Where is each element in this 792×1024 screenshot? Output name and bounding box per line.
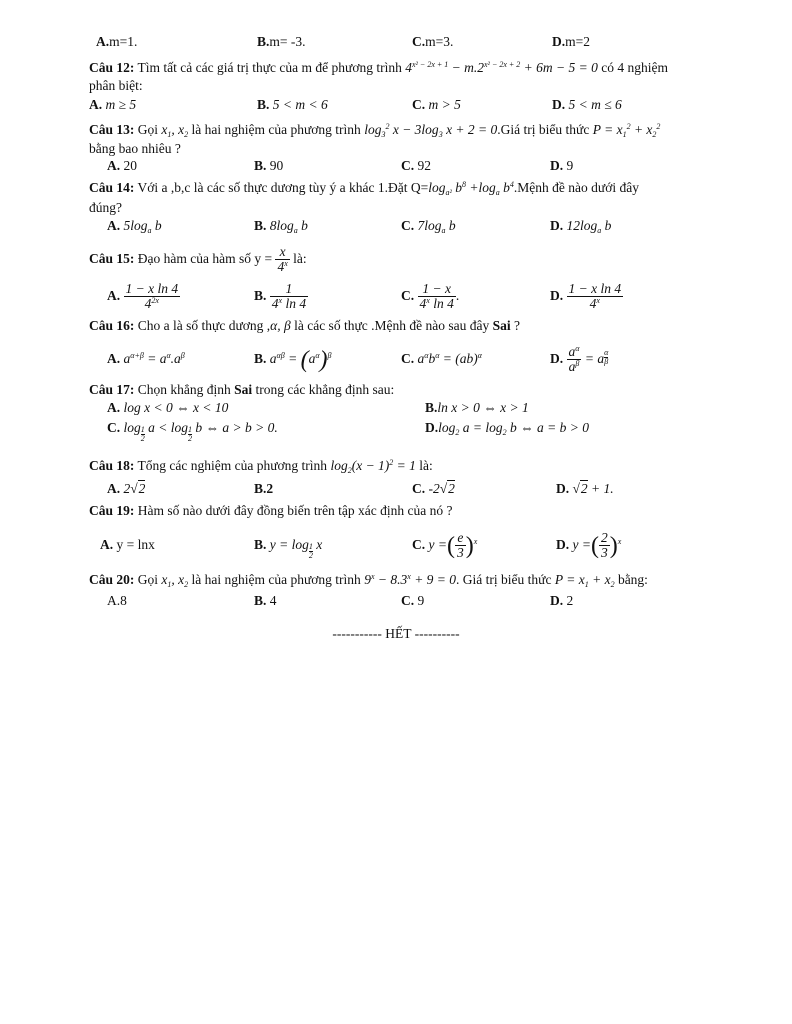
q12-question: Câu 12: Tìm tất cả các giá trị thực của m để phương trình $4^{x^2 - 2x + 1} - m.2^{x^2 - 2x + 2} + 6m - 5 = 0$ có 4 nghiệm — [89, 60, 669, 75]
q17-answer-b: B.ln x > 0 ⇔ x > 1 — [425, 400, 529, 415]
q17-question: Câu 17: Chọn khẳng định Sai trong các khẳng định sau: — [89, 382, 395, 397]
q15-answer-d: D. $\frac{\text{1 − x ln 4}}{4^x}$ — [550, 281, 622, 312]
q18-label: Câu 18: — [89, 458, 135, 473]
q15-question: Câu 15: Đạo hàm của hàm số y = $\frac{x}{4^x}$ là: — [89, 244, 307, 275]
q13-equation: $\log_3^2 x - 3\log_3$ x + 2 = 0 — [364, 122, 498, 139]
q16-label: Câu 16: — [89, 318, 135, 333]
q18-question: Câu 18: Tổng các nghiệm của phương trình $\log_2(x - 1)^2 = 1$ là: — [89, 458, 433, 475]
q19-answer-b: B. y = log $_{\frac{1}{2}}$ x — [254, 537, 323, 560]
q12-equation: $4^{x^2 - 2x + 1} - m.2^{x^2 - 2x + 2} + 6m - 5 = 0$ — [405, 60, 598, 75]
q11-answer-d: D.m=2 — [552, 34, 590, 49]
q20-answer-d: D. 2 — [550, 593, 574, 608]
q14-question: Câu 14: Với a ,b,c là các số thực dương tùy ý a khác 1.Đặt $Q=\log_{a^2}$ $b^8 +\log_a$ $b^4.Mệnh$ đề nào dưới đây — [89, 180, 639, 197]
q13-answer-a: A. 20 — [107, 158, 137, 173]
q14-answer-c: C. $7\log_a$ b — [401, 218, 456, 235]
q13-question-line2: bằng bao nhiêu ? — [89, 141, 181, 156]
q16-answer-b: B. $a^{\alpha\beta} = (a^\alpha)^\beta$ — [254, 347, 332, 373]
q20-question: Câu 20: Gọi $x_1$, $x_2$ là hai nghiệm của phương trình $9^x - 8.3^x + 9 = 0$. Giá trị biểu thức $P = x_1 + x_2$ bằng: — [89, 572, 648, 589]
q19-label: Câu 19: — [89, 503, 135, 518]
q17-answer-d: $D.\log_2$ $a = \log_2 b$ ⇔ a = b > 0 — [425, 420, 589, 437]
q16-answer-d: D. $\frac{a^\alpha}{a^\beta}$ = a $^{\frac{\alpha}{\beta}}$ — [550, 344, 609, 375]
q20-answer-b: B. 4 — [254, 593, 277, 608]
q12-label: Câu 12: — [89, 60, 135, 75]
q18-answer-c: C. -2√2 — [412, 481, 455, 496]
q14-answer-a: A. $5\log_a$ b — [107, 218, 162, 235]
q20-expression: $P = x_1 + x_2$ — [554, 572, 615, 589]
q17-answer-c: C. log $_{\frac{1}{2}}$ a < log $_{\frac{1}{2}}$ b ⇔ a > b > 0. — [107, 420, 278, 443]
q18-answer-d: D. √2 + 1. — [556, 481, 614, 496]
q20-answer-a: A.8 — [107, 593, 127, 608]
q13-label: Câu 13: — [89, 122, 135, 137]
q15-function: $\frac{x}{4^x}$ — [277, 244, 288, 275]
q14-answer-d: D. $12\log_a$ b — [550, 218, 612, 235]
q12-answer-b: B. 5 < m < 6 — [257, 97, 328, 112]
q19-answer-d: D. y =( $\frac{2}{3}$ )$^x$ — [556, 530, 622, 561]
q16-answer-a: A. $a^{\alpha+\beta} = a^\alpha.a^\beta$ — [107, 351, 185, 366]
q13-expression: $P = x_1^2 + x_2^2$ — [592, 122, 661, 139]
q11-answer-a: A.m=1. — [96, 34, 138, 49]
q20-label: Câu 20: — [89, 572, 135, 587]
q11-answer-c: C.m=3. — [412, 34, 454, 49]
q13-answer-d: D. 9 — [550, 158, 574, 173]
q13-answer-b: B. 90 — [254, 158, 284, 173]
q19-question: Câu 19: Hàm số nào dưới đây đồng biến trên tập xác định của nó ? — [89, 503, 453, 518]
q20-equation: $9^x - 8.3^x + 9 = 0$ — [364, 572, 457, 587]
end-marker: ----------- HẾT ---------- — [332, 626, 460, 641]
q18-equation: $\log_2(x - 1)^2 = 1$ — [330, 458, 416, 475]
q15-answer-c: C. $\frac{1 - x}{4^x \ln 4}$ . — [401, 281, 460, 312]
q16-answer-c: C. $a^\alpha b^\alpha = (ab)^\alpha$ — [401, 351, 482, 366]
q17-answer-a: A. log x < 0 ⇔ x < 10 — [107, 400, 229, 415]
q13-answer-c: C. 92 — [401, 158, 431, 173]
q18-answer-a: A. 2√2 — [107, 481, 146, 496]
q12-answer-d: D. 5 < m ≤ 6 — [552, 97, 622, 112]
q20-answer-c: C. 9 — [401, 593, 425, 608]
q14-expression: $\log_{a^2} b^8 +\log_a$ $b^4$ — [428, 180, 514, 197]
q18-answer-b: B.2 — [254, 481, 274, 496]
q12-answer-c: C. m > 5 — [412, 97, 461, 112]
q15-answer-a: A. $\frac{\text{1 − x ln 4}}{4^{2x}}$ — [107, 281, 179, 312]
q15-answer-b: B. $\frac{1}{4^x \ln 4}$ — [254, 281, 307, 312]
q15-label: Câu 15: — [89, 251, 135, 266]
q19-answer-a: A. y = lnx — [100, 537, 155, 552]
q13-question: Câu 13: Gọi $x_1$, $x_2$ là hai nghiệm của phương trình $\log_3^2 x - 3\log_3$ x + 2 = 0.Giá trị biểu thức $P = x_1^2 + x_2^2$ — [89, 122, 661, 139]
q11-answer-b: B.m= -3. — [257, 34, 306, 49]
q14-label: Câu 14: — [89, 180, 135, 195]
q16-question: Câu 16: Cho a là số thực dương ,α, β là các số thực .Mệnh đề nào sau đây Sai ? — [89, 318, 520, 333]
q14-answer-b: B. $8\log_a$ b — [254, 218, 308, 235]
q12-answer-a: A. m ≥ 5 — [89, 97, 137, 112]
q17-label: Câu 17: — [89, 382, 135, 397]
q12-question-line2: phân biệt: — [89, 78, 143, 93]
q14-question-line2: đúng? — [89, 200, 122, 215]
q19-answer-c: C. y =( $\frac{e}{3}$ )$^x$ — [412, 530, 478, 561]
